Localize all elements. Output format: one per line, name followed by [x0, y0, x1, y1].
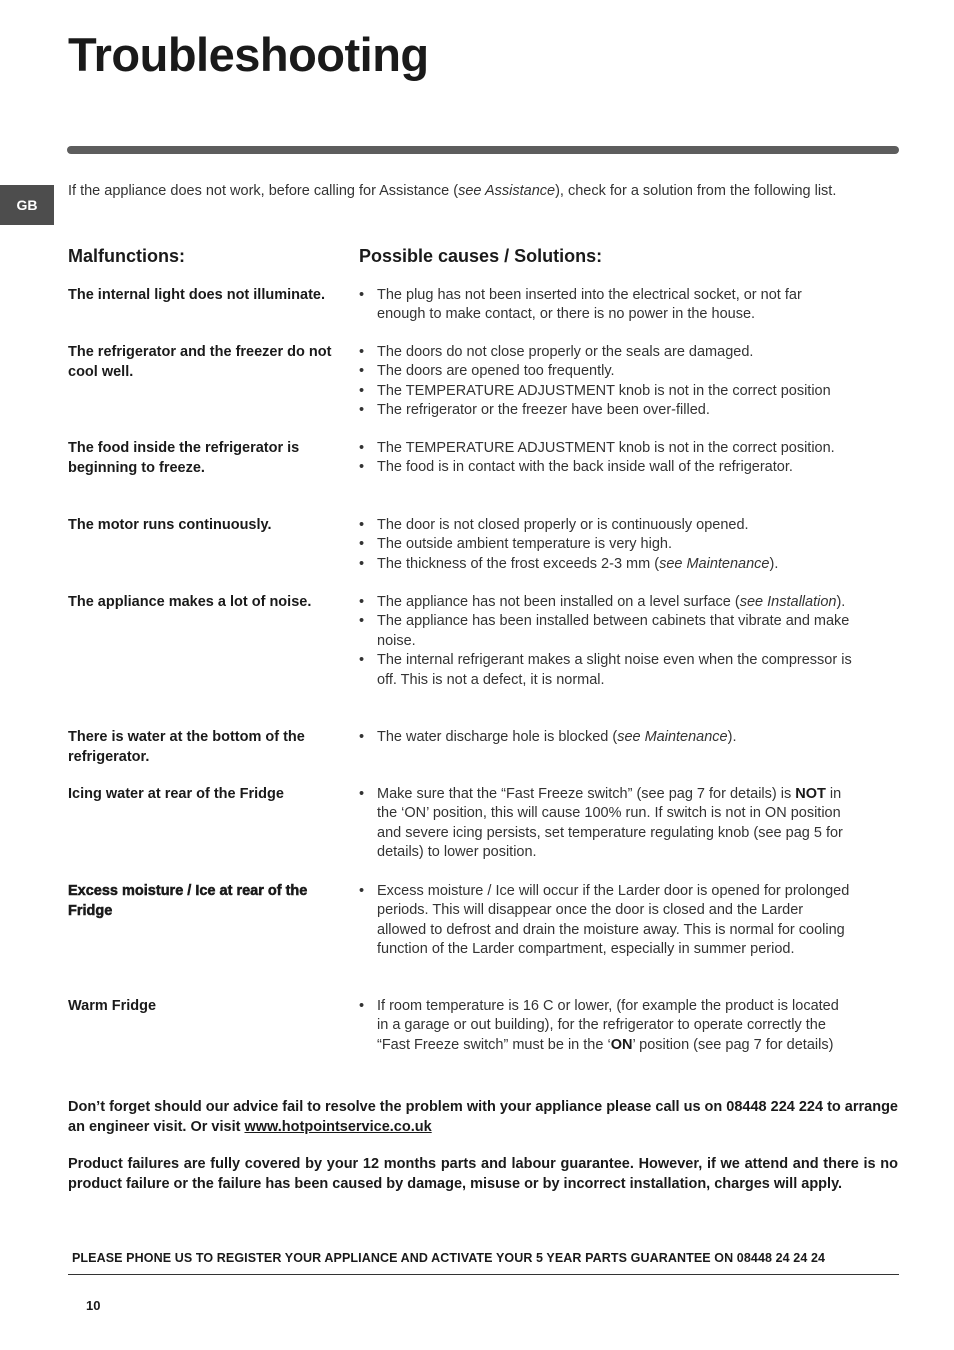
bullet-icon: • — [359, 363, 365, 380]
intro-text-end: ), check for a solution from the following list. — [555, 183, 837, 199]
malfunction-label: Icing water at rear of the Fridge — [68, 786, 284, 802]
service-website-link[interactable]: www.hotpointservice.co.uk — [244, 1118, 432, 1135]
solution-text: The door is not closed properly or is continuously opened. — [377, 517, 749, 533]
solution-item — [358, 382, 853, 401]
bullet-icon: • — [359, 652, 365, 669]
solution-list — [358, 343, 853, 421]
bullet-icon: • — [359, 536, 365, 553]
solution-item — [358, 785, 853, 863]
solution-item — [358, 555, 853, 574]
solution-text: The appliance has been installed between cabinets that vibrate and make noise. — [377, 613, 850, 649]
solution-list — [358, 593, 853, 690]
solution-list — [358, 439, 853, 478]
solution-text: The thickness of the frost exceeds 2-3 mm ( — [377, 555, 660, 572]
solution-text: The plug has not been inserted into the electrical socket, or not far enough to make contact, or there is no power in the house. — [377, 287, 802, 323]
solution-item — [358, 516, 853, 535]
advice-call-text: Don’t forget should our advice fail to resolve the problem with your appliance please call us on 08448 224 224 to arrange an engineer visit. Or visit — [68, 1099, 898, 1135]
solution-text: The outside ambient temperature is very high. — [377, 536, 672, 553]
solution-text: If room temperature is 16 C or lower, (for example the product is located in a garage or out building), for the refrigerator to operate correctly the “Fast Freeze switch” must be in the ‘ — [377, 998, 839, 1053]
bullet-icon: • — [359, 729, 365, 745]
solution-item — [358, 535, 853, 554]
bullet-icon: • — [359, 402, 365, 419]
bullet-icon: • — [359, 440, 365, 456]
solution-item — [358, 728, 853, 747]
solution-text: ). — [727, 729, 737, 745]
bullet-icon: • — [359, 382, 365, 399]
solution-item — [358, 439, 853, 458]
intro-text — [68, 182, 898, 201]
page-number: 10 — [86, 1298, 101, 1313]
solution-list — [358, 728, 853, 747]
bullet-icon: • — [359, 613, 365, 630]
solution-text: The food is in contact with the back inside wall of the refrigerator. — [377, 459, 793, 476]
solution-item — [358, 882, 853, 960]
solution-text: The TEMPERATURE ADJUSTMENT knob is not in the correct position. — [377, 440, 835, 456]
solution-text: The TEMPERATURE ADJUSTMENT knob is not in the correct position — [377, 382, 831, 399]
solution-list — [358, 785, 853, 863]
solution-text: The internal refrigerant makes a slight noise even when the compressor is off. This is not a defect, it is normal. — [377, 652, 852, 688]
solution-item — [358, 612, 853, 651]
emphasis-text: ON — [610, 1036, 633, 1053]
register-notice: PLEASE PHONE US TO REGISTER YOUR APPLIANCE AND ACTIVATE YOUR 5 YEAR PARTS GUARANTEE ON 08448 24 24 24 — [72, 1251, 826, 1265]
malfunction-label: Excess moisture / Ice at rear of the Fridge — [68, 883, 308, 919]
solution-text: The refrigerator or the freezer have been over-filled. — [377, 402, 710, 419]
bullet-icon: • — [359, 517, 365, 533]
advice-guarantee: Product failures are fully covered by your 12 months parts and labour guarantee. However, if we attend and there is no product failure or the failure has been caused by damage, misuse or by incorrect installation, charges will apply. — [68, 1156, 898, 1192]
advice-call — [68, 1098, 898, 1137]
solution-text: The appliance has not been installed on a level surface ( — [377, 594, 740, 610]
solution-text: in the ‘ON’ position, this will cause 100% run. If switch is not in ON position and severe icing persists, set temperature regulating knob (see pag 5 for details) to lower position. — [377, 786, 843, 861]
solution-text: The doors do not close properly or the seals are damaged. — [377, 344, 754, 360]
solution-list — [358, 286, 853, 325]
solution-text: ). — [769, 555, 779, 572]
solution-item — [358, 286, 853, 325]
solution-list — [358, 997, 853, 1055]
solution-text: The water discharge hole is blocked ( — [377, 729, 618, 745]
cross-reference: see Maintenance — [617, 729, 728, 745]
intro-text-start: If the appliance does not work, before calling for Assistance ( — [68, 183, 459, 199]
solution-item — [358, 362, 853, 381]
solution-item — [358, 343, 853, 362]
solution-text: Make sure that the “Fast Freeze switch” (see pag 7 for details) is — [377, 786, 796, 802]
bullet-icon: • — [359, 287, 365, 303]
malfunction-label: There is water at the bottom of the refrigerator. — [68, 729, 305, 765]
bullet-icon: • — [359, 786, 365, 802]
bullet-icon: • — [359, 344, 365, 360]
cross-reference: see Maintenance — [659, 555, 770, 572]
bullet-icon: • — [359, 594, 365, 610]
solution-text: Excess moisture / Ice will occur if the Larder door is opened for prolonged periods. This will disappear once the door is closed and the Larder allowed to defrost and drain the moisture away. This is normal for cooling function of the Larder compartment, especially in summer period. — [377, 883, 850, 958]
solution-item — [358, 997, 853, 1055]
solution-list — [358, 882, 853, 960]
intro-reference: see Assistance — [458, 183, 556, 199]
malfunction-label: The refrigerator and the freezer do not cool well. — [68, 344, 332, 380]
solution-item — [358, 651, 853, 690]
solution-text: The doors are opened too frequently. — [377, 363, 615, 380]
malfunction-label: The internal light does not illuminate. — [68, 287, 325, 303]
solution-list — [358, 516, 853, 574]
malfunctions-heading: Malfunctions: — [68, 246, 185, 266]
malfunction-label: The appliance makes a lot of noise. — [68, 594, 312, 610]
footer-divider — [68, 1274, 899, 1275]
bullet-icon: • — [359, 459, 365, 476]
solution-text: ’ position (see pag 7 for details) — [632, 1036, 834, 1053]
malfunction-label: Warm Fridge — [68, 998, 157, 1014]
malfunction-label: The motor runs continuously. — [68, 517, 272, 533]
page-title: Troubleshooting — [68, 28, 429, 81]
malfunction-label: The food inside the refrigerator is beginning to freeze. — [68, 440, 300, 476]
language-tab: GB — [0, 185, 54, 225]
solution-item — [358, 593, 853, 612]
cross-reference: see Installation — [739, 594, 837, 610]
emphasis-text: NOT — [795, 786, 826, 802]
title-divider — [67, 146, 899, 154]
solution-item — [358, 458, 853, 477]
solutions-heading: Possible causes / Solutions: — [359, 246, 603, 266]
bullet-icon: • — [359, 555, 365, 572]
bullet-icon: • — [359, 998, 365, 1014]
solution-item — [358, 401, 853, 420]
solution-text: ). — [836, 594, 846, 610]
bullet-icon: • — [359, 883, 365, 899]
